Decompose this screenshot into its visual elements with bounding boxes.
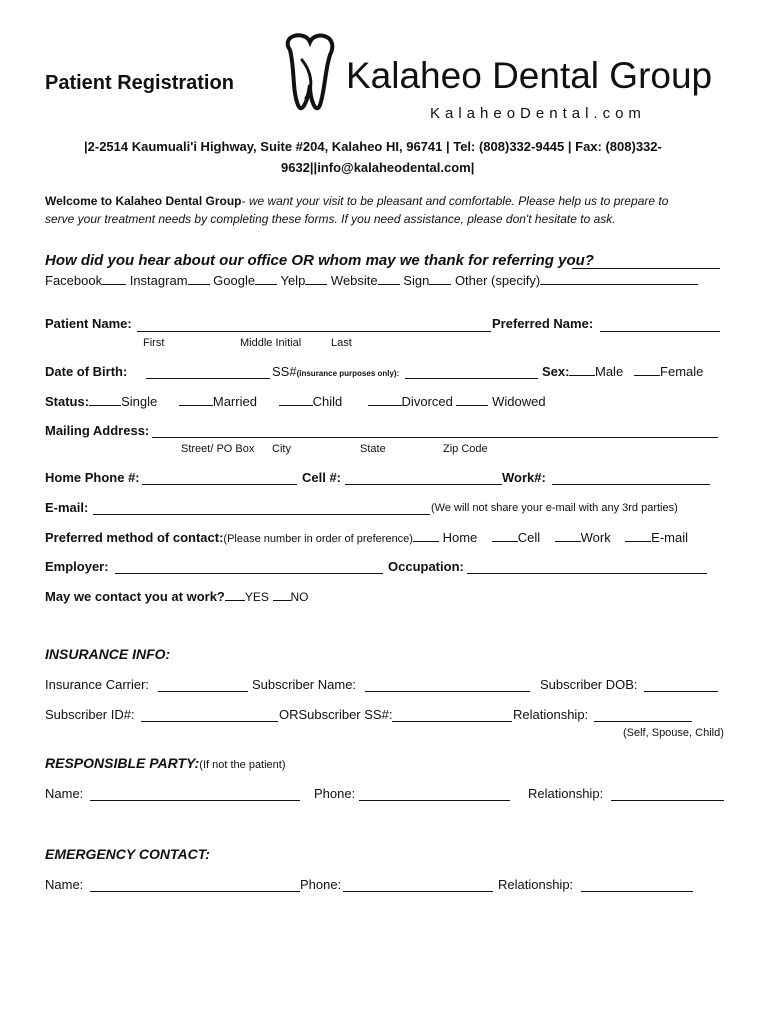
ss-text: SS#	[272, 364, 297, 379]
employer-label: Employer:	[45, 559, 109, 574]
email-label: E-mail:	[45, 500, 89, 515]
single-blank[interactable]	[89, 394, 121, 406]
responsible-heading: RESPONSIBLE PARTY:	[45, 755, 200, 771]
child-blank[interactable]	[279, 394, 313, 406]
emergency-relationship-field[interactable]	[581, 891, 693, 892]
home-phone-label: Home Phone #:	[45, 470, 140, 485]
sign-blank[interactable]	[429, 273, 451, 285]
yelp-blank[interactable]	[305, 273, 327, 285]
cell-label: Cell #:	[302, 470, 342, 485]
mailing-label: Mailing Address:	[45, 423, 150, 438]
ss-label	[272, 364, 399, 379]
home-blank[interactable]	[413, 530, 439, 542]
name-sub-last: Last	[331, 337, 352, 349]
referral-field[interactable]	[572, 268, 720, 269]
contact-cell: Cell	[517, 530, 541, 545]
name-sub-middle: Middle Initial	[240, 337, 302, 349]
emergency-name-field[interactable]	[90, 891, 300, 892]
or-label: OR	[279, 707, 299, 722]
address-line-1: |2-2514 Kaumuali'i Highway, Suite #204, Kalaheo HI, 96741 | Tel: (808)332-9445 | Fax: (808)332-	[84, 139, 662, 154]
facebook-blank[interactable]	[102, 273, 126, 285]
sex-label: Sex:	[542, 364, 570, 379]
referral-question: How did you hear about our office OR whom may we thank for referring you?	[45, 252, 594, 269]
subscriber-id-label: Subscriber ID#:	[45, 707, 135, 722]
responsible-relationship-field[interactable]	[611, 800, 724, 801]
other-field[interactable]	[540, 273, 698, 285]
insurance-heading: INSURANCE INFO:	[45, 646, 171, 662]
page-title: Patient Registration	[45, 72, 234, 94]
welcome-line-2: serve your treatment needs by completing these forms. If you need assistance, please don't hesitate to ask.	[45, 212, 616, 226]
option-website: Website	[330, 273, 378, 288]
subscriber-ss-label: Subscriber SS#:	[298, 707, 393, 722]
emergency-phone-field[interactable]	[343, 891, 493, 892]
responsible-heading-row	[45, 755, 286, 773]
responsible-name-label: Name:	[45, 786, 84, 801]
sex-options	[569, 364, 703, 379]
home-phone-field[interactable]	[142, 484, 297, 485]
cell-blank[interactable]	[492, 530, 518, 542]
yes-blank[interactable]	[225, 589, 245, 601]
insurance-carrier-label: Insurance Carrier:	[45, 677, 150, 692]
email-blank[interactable]	[625, 530, 651, 542]
sex-male: Male	[595, 364, 624, 379]
logo-name: Kalaheo Dental Group	[346, 55, 713, 96]
address-sub-zip: Zip Code	[443, 443, 488, 455]
contact-email: E-mail	[651, 530, 688, 545]
status-single: Single	[121, 394, 158, 409]
emergency-name-label: Name:	[45, 877, 84, 892]
work-contact-row	[45, 589, 309, 604]
option-sign: Sign	[403, 273, 430, 288]
mailing-field[interactable]	[152, 437, 718, 438]
website-blank[interactable]	[378, 273, 400, 285]
status-row	[45, 394, 546, 409]
contact-row	[45, 530, 688, 545]
sex-female: Female	[660, 364, 704, 379]
cell-field[interactable]	[345, 484, 502, 485]
option-yelp: Yelp	[280, 273, 306, 288]
tooth-icon	[288, 35, 333, 108]
welcome-bold: Welcome to Kalaheo Dental Group	[45, 194, 242, 208]
male-blank[interactable]	[569, 364, 595, 376]
welcome-line-1	[45, 194, 668, 208]
patient-name-label: Patient Name:	[45, 316, 132, 331]
dob-field[interactable]	[146, 378, 270, 379]
logo	[280, 30, 730, 130]
status-child: Child	[312, 394, 343, 409]
divorced-blank[interactable]	[368, 394, 402, 406]
responsible-name-field[interactable]	[90, 800, 300, 801]
subscriber-dob-label: Subscriber DOB:	[540, 677, 638, 692]
address-sub-street: Street/ PO Box	[181, 443, 255, 455]
email-note: (We will not share your e-mail with any 3rd parties)	[431, 502, 678, 514]
work-contact-yes: YES	[244, 590, 269, 604]
responsible-relationship-label: Relationship:	[528, 786, 604, 801]
no-blank[interactable]	[273, 589, 291, 601]
contact-home: Home	[442, 530, 478, 545]
responsible-phone-field[interactable]	[359, 800, 510, 801]
widowed-blank[interactable]	[456, 394, 488, 406]
ss-field[interactable]	[405, 378, 538, 379]
subscriber-id-field[interactable]	[141, 721, 278, 722]
relationship-field[interactable]	[594, 721, 692, 722]
dob-label: Date of Birth:	[45, 364, 128, 379]
work-contact-label: May we contact you at work?	[45, 589, 225, 604]
subscriber-name-label: Subscriber Name:	[252, 677, 357, 692]
patient-name-field[interactable]	[137, 331, 491, 332]
responsible-phone-label: Phone:	[314, 786, 356, 801]
contact-note: (Please number in order of preference)	[223, 533, 413, 545]
married-blank[interactable]	[179, 394, 213, 406]
logo-website: KalaheoDental.com	[430, 105, 646, 122]
work-field[interactable]	[552, 484, 710, 485]
address-line-2: 9632||info@kalaheodental.com|	[281, 160, 475, 175]
female-blank[interactable]	[634, 364, 660, 376]
referral-options	[45, 273, 698, 288]
employer-field[interactable]	[115, 573, 383, 574]
contact-work: Work	[580, 530, 611, 545]
subscriber-dob-field[interactable]	[644, 691, 718, 692]
occupation-field[interactable]	[467, 573, 707, 574]
insurance-carrier-field[interactable]	[158, 691, 248, 692]
google-blank[interactable]	[255, 273, 277, 285]
ss-note: (insurance purposes only):	[296, 369, 400, 378]
address-sub-city: City	[272, 443, 291, 455]
address-sub-state: State	[360, 443, 386, 455]
emergency-phone-label: Phone:	[300, 877, 342, 892]
name-sub-first: First	[143, 337, 165, 349]
emergency-heading: EMERGENCY CONTACT:	[45, 846, 210, 862]
option-instagram: Instagram	[129, 273, 188, 288]
option-google: Google	[213, 273, 256, 288]
status-married: Married	[212, 394, 257, 409]
relationship-note: (Self, Spouse, Child)	[623, 727, 724, 739]
work-blank[interactable]	[555, 530, 581, 542]
contact-label: Preferred method of contact:	[45, 530, 224, 545]
emergency-relationship-label: Relationship:	[498, 877, 574, 892]
responsible-note: (If not the patient)	[199, 759, 286, 771]
subscriber-ss-row	[279, 707, 392, 722]
relationship-label: Relationship:	[513, 707, 589, 722]
status-label: Status:	[45, 394, 90, 409]
subscriber-name-field[interactable]	[365, 691, 530, 692]
occupation-label: Occupation:	[388, 559, 464, 574]
status-divorced: Divorced	[401, 394, 453, 409]
status-widowed: Widowed	[492, 394, 546, 409]
option-facebook: Facebook	[45, 273, 103, 288]
preferred-name-label: Preferred Name:	[492, 316, 594, 331]
email-field[interactable]	[93, 514, 430, 515]
preferred-name-field[interactable]	[600, 331, 720, 332]
instagram-blank[interactable]	[188, 273, 210, 285]
welcome-italic-1: - we want your visit to be pleasant and comfortable. Please help us to prepare to	[241, 194, 669, 208]
work-label: Work#:	[502, 470, 546, 485]
work-contact-no: NO	[290, 590, 309, 604]
subscriber-ss-field[interactable]	[392, 721, 512, 722]
option-other: Other (specify)	[454, 273, 541, 288]
